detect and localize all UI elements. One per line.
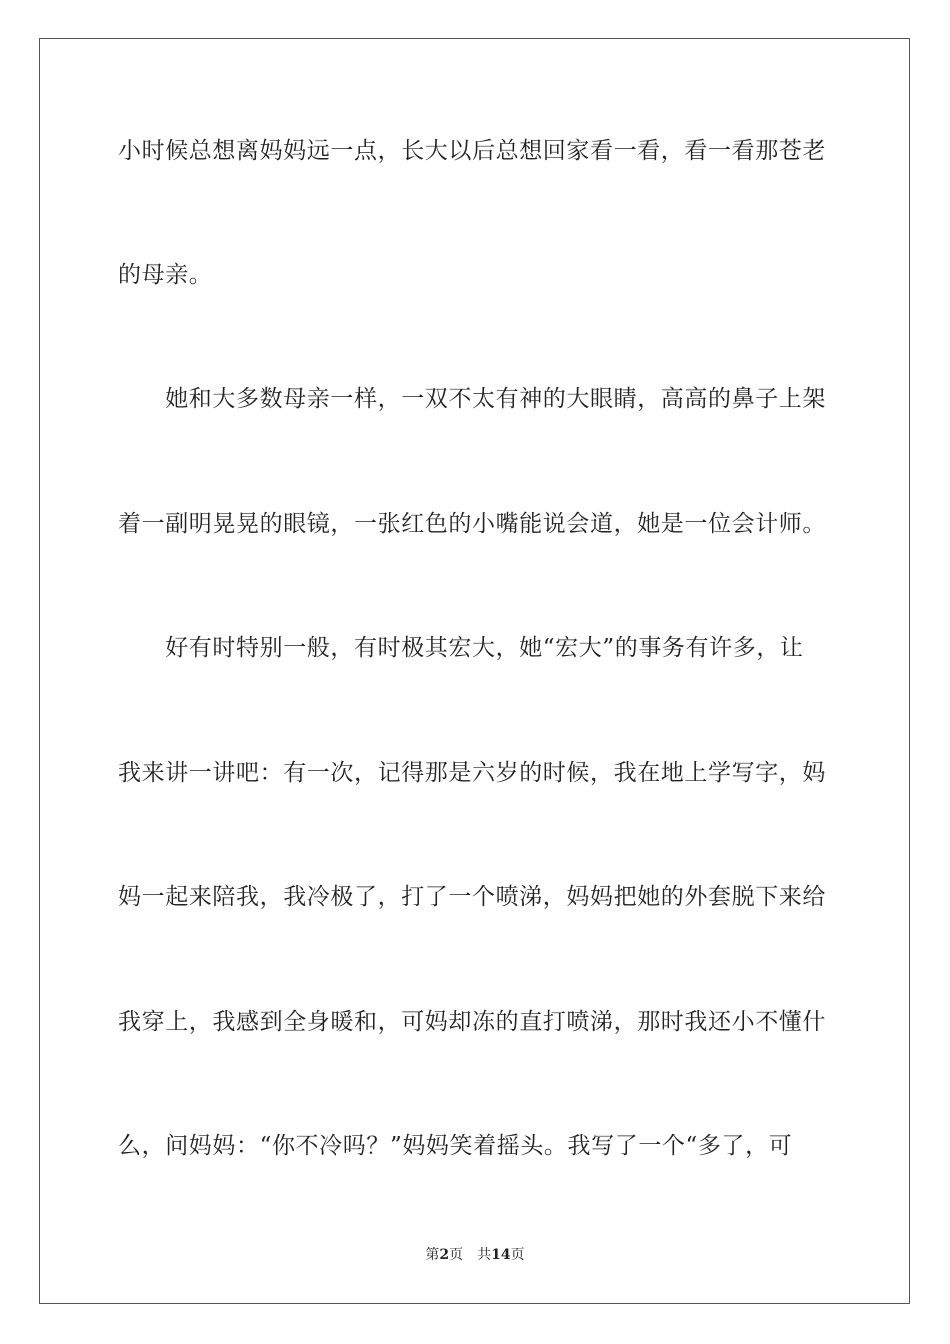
footer-suffix: 页 xyxy=(510,1247,525,1263)
text-line-4: 着一副明晃晃的眼镜，一张红色的小嘴能说会道，她是一位会计师。 xyxy=(118,511,826,537)
text-line-7: 妈一起来陪我，我冷极了，打了一个喷涕，妈妈把她的外套脱下来给 xyxy=(118,884,826,910)
text-line-3: 她和大多数母亲一样，一双不太有神的大眼睛，高高的鼻子上架 xyxy=(118,386,826,412)
footer-prefix: 第 xyxy=(425,1247,440,1263)
text-line-9: 么，问妈妈：“你不冷吗？”妈妈笑着摇头。我写了一个“多了，可 xyxy=(118,1133,793,1159)
current-page-number: 2 xyxy=(439,1247,450,1263)
text-line-6: 我来讲一讲吧：有一次，记得那是六岁的时候，我在地上学写字，妈 xyxy=(118,760,826,786)
total-page-count: 14 xyxy=(491,1247,511,1263)
page-footer xyxy=(0,1246,950,1264)
text-line-5: 好有时特别一般，有时极其宏大，她“宏大”的事务有许多，让 xyxy=(118,635,804,661)
page-border xyxy=(39,38,910,1304)
footer-mid: 页 共 xyxy=(449,1247,492,1263)
text-line-8: 我穿上，我感到全身暖和，可妈却冻的直打喷涕，那时我还小不懂什 xyxy=(118,1009,826,1035)
text-line-1: 小时候总想离妈妈远一点，长大以后总想回家看一看，看一看那苍老 xyxy=(118,138,826,164)
text-line-2: 的母亲。 xyxy=(118,262,213,288)
